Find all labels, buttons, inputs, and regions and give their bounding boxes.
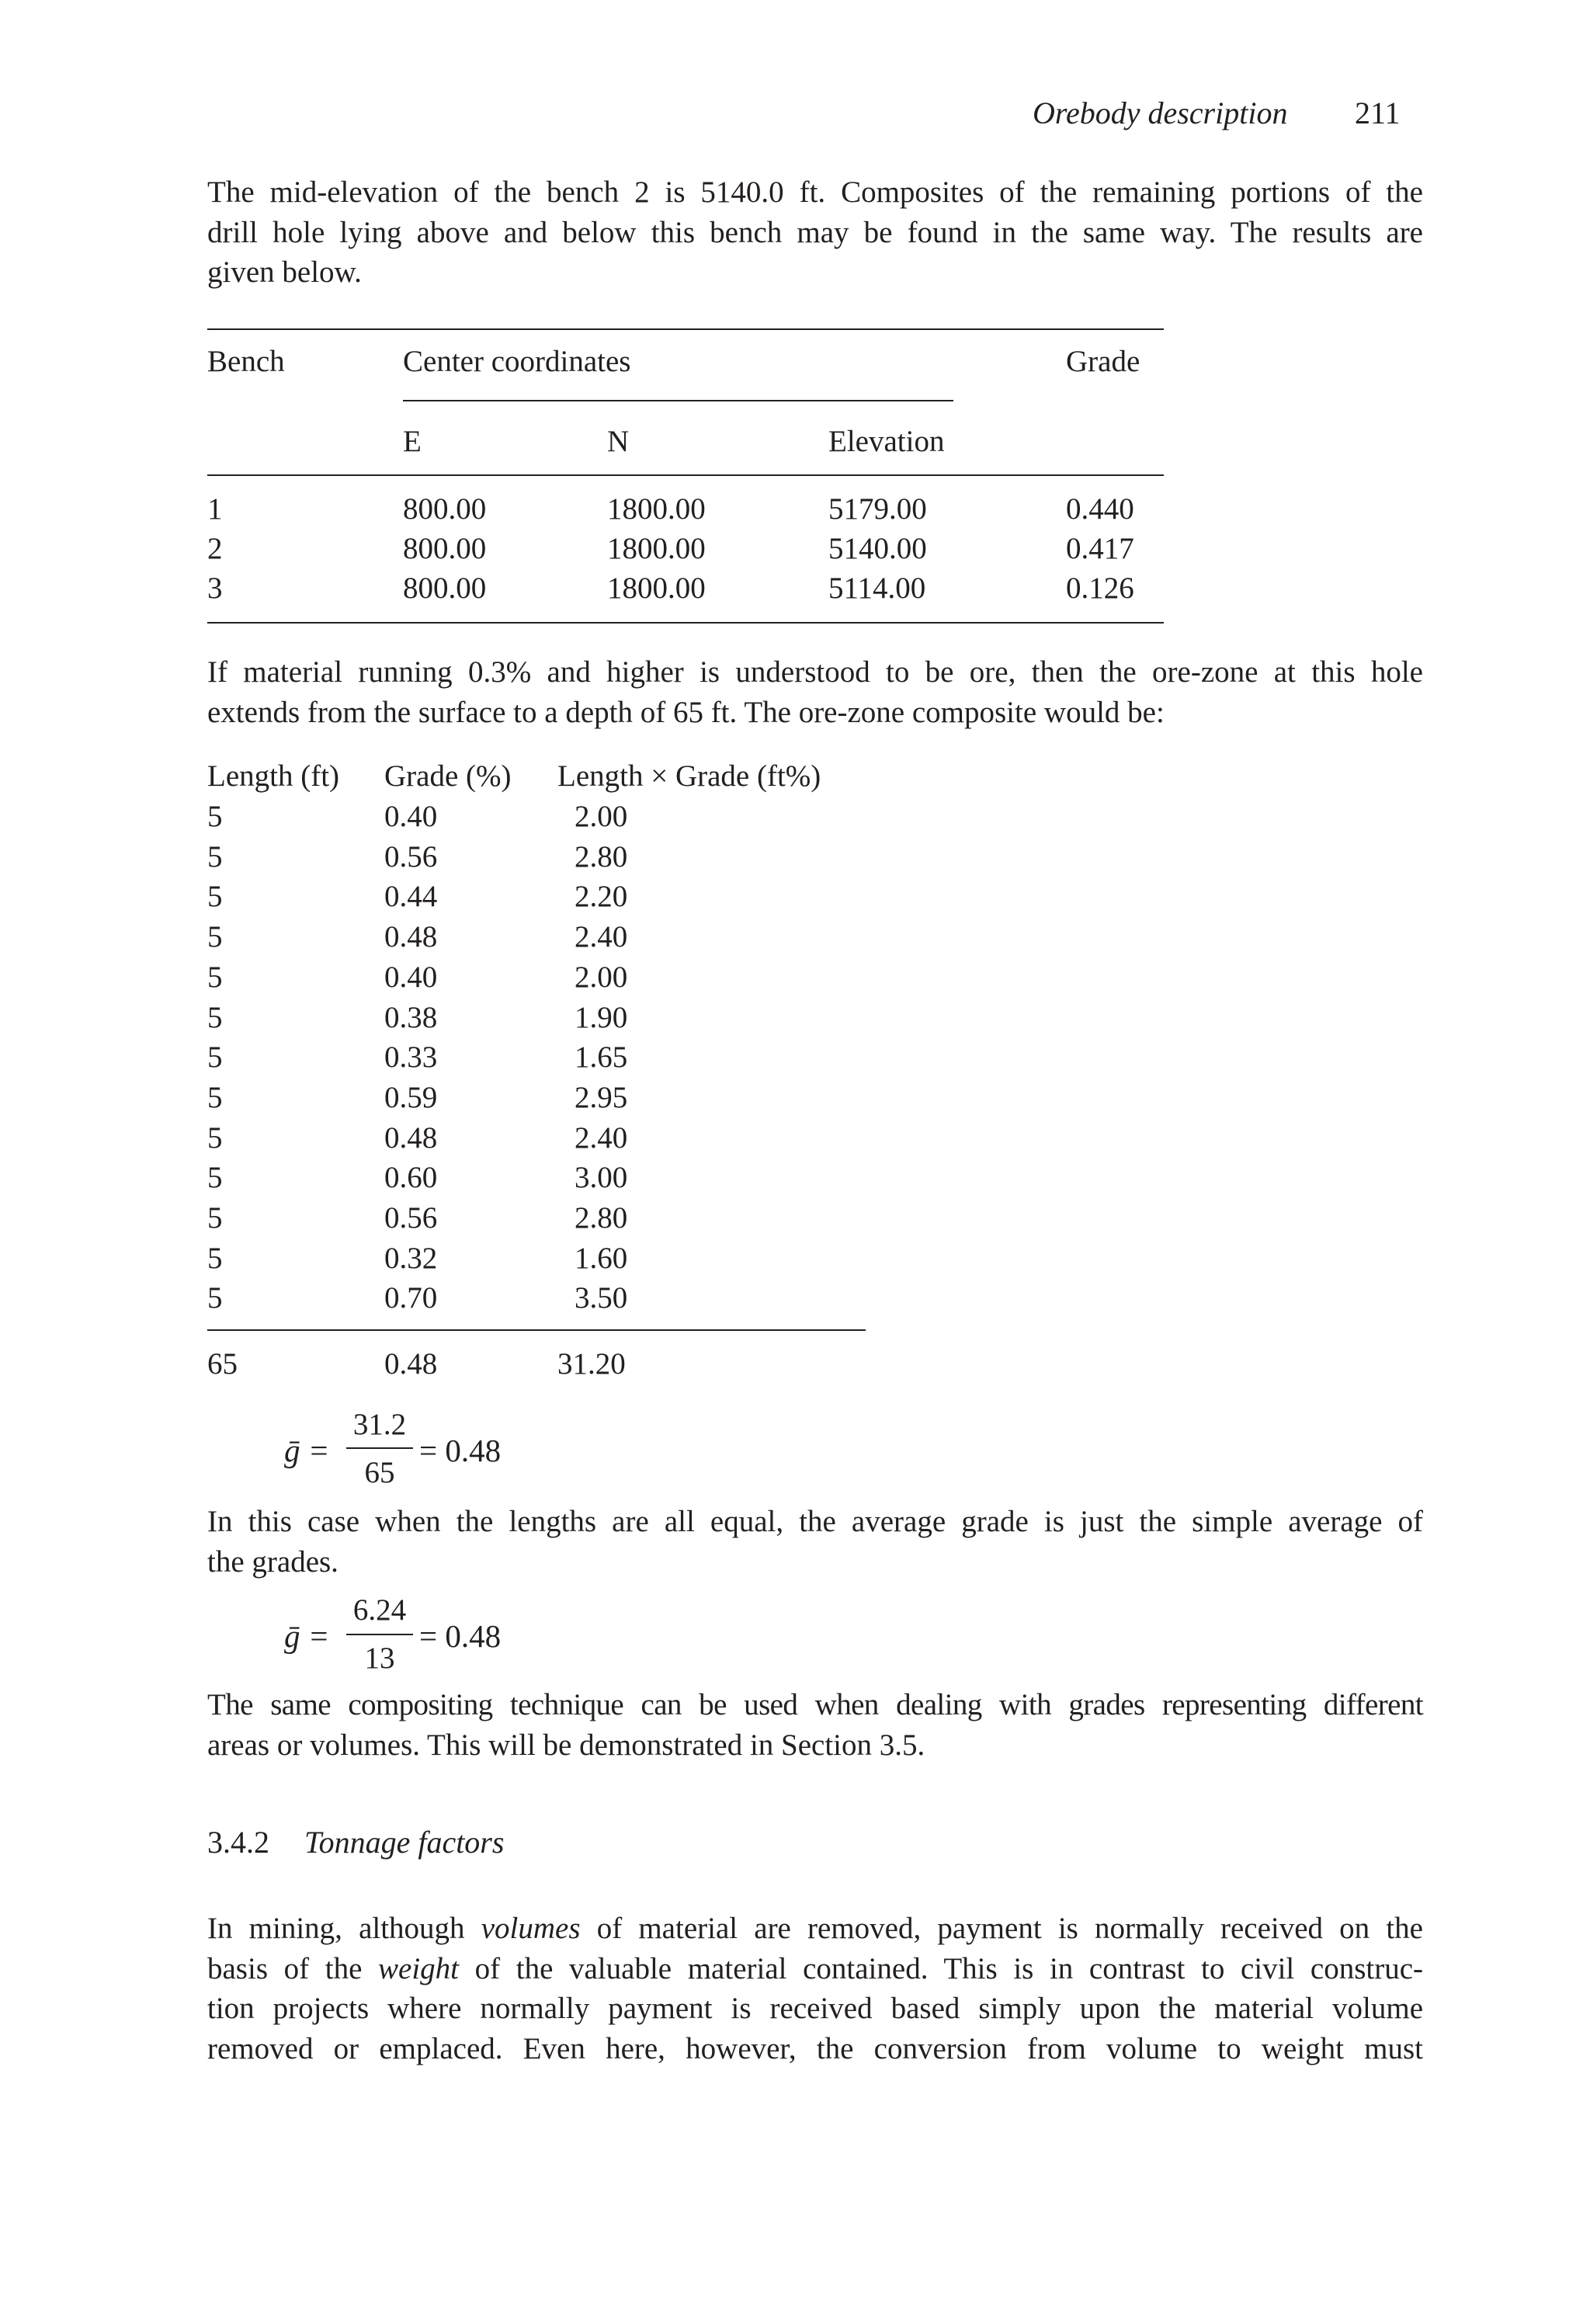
product-cell: 2.20	[575, 880, 628, 913]
length-cell: 5	[207, 1281, 223, 1315]
length-cell: 5	[207, 880, 223, 913]
emphasis-volumes: volumes	[481, 1912, 581, 1945]
totals-rule	[207, 1329, 866, 1331]
length-cell: 5	[207, 800, 223, 833]
same-line: areas or volumes. This will be demonstrated in Section 3.5.	[207, 1728, 925, 1762]
total-product: 31.20	[557, 1347, 626, 1381]
header-grade: Grade (%)	[384, 759, 512, 793]
mining-line: removed or emplaced. Even here, however, the conversion from volume to weight must	[207, 2031, 1423, 2065]
product-cell: 3.00	[575, 1161, 628, 1194]
n-cell: 1800.00	[607, 532, 706, 565]
grade-cell: 0.33	[384, 1040, 438, 1074]
grade-cell: 0.56	[384, 840, 438, 874]
text-run: of the valuable material contained. This is in contrast to civil construc-	[459, 1951, 1423, 1985]
equation-lhs: ḡ =	[284, 1433, 330, 1468]
length-cell: 5	[207, 1040, 223, 1074]
equation-rhs: = 0.48	[419, 1618, 502, 1654]
grade-cell: 0.44	[384, 880, 438, 913]
n-cell: 1800.00	[607, 571, 706, 605]
grade-cell: 0.70	[384, 1281, 438, 1315]
e-cell: 800.00	[403, 492, 487, 526]
grade-cell: 0.38	[384, 1001, 438, 1034]
header-bottom-rule	[207, 474, 1164, 476]
elevation-cell: 5114.00	[828, 571, 926, 605]
grade-cell: 0.440	[1066, 492, 1134, 526]
grade-cell: 0.48	[384, 920, 438, 954]
product-cell: 2.40	[575, 920, 628, 954]
product-cell: 1.65	[575, 1040, 628, 1074]
product-cell: 1.90	[575, 1001, 628, 1034]
text-run: In mining, although	[207, 1912, 481, 1945]
header-bench: Bench	[207, 345, 285, 378]
product-cell: 1.60	[575, 1242, 628, 1275]
intro-line: given below.	[207, 255, 362, 289]
same-line: The same compositing technique can be used when dealing with grades representing different	[207, 1688, 1423, 1721]
equal-line: In this case when the lengths are all equal, the average grade is just the simple average of	[207, 1505, 1423, 1538]
length-cell: 5	[207, 920, 223, 954]
grade-cell: 0.40	[384, 800, 438, 833]
page-number: 211	[1355, 96, 1401, 130]
fraction-numerator: 6.24	[352, 1593, 407, 1627]
section-number: 3.4.2	[207, 1825, 269, 1860]
bench-cell: 1	[207, 492, 223, 526]
grade-cell: 0.60	[384, 1161, 438, 1194]
mining-line: tion projects where normally payment is received based simply upon the material volume	[207, 1992, 1423, 2025]
emphasis-weight: weight	[378, 1951, 459, 1985]
product-cell: 2.95	[575, 1081, 628, 1114]
bench-cell: 3	[207, 571, 223, 605]
grade-cell: 0.59	[384, 1081, 438, 1114]
grade-cell: 0.56	[384, 1201, 438, 1235]
grade-cell: 0.126	[1066, 571, 1134, 605]
intro-paragraph	[207, 172, 1423, 293]
ore-line: extends from the surface to a depth of 65 ft. The ore-zone composite would be:	[207, 695, 1165, 729]
product-cell: 3.50	[575, 1281, 628, 1315]
product-cell: 2.40	[575, 1121, 628, 1155]
length-cell: 5	[207, 1001, 223, 1034]
length-cell: 5	[207, 1161, 223, 1194]
length-cell: 5	[207, 1201, 223, 1235]
text-run: basis of the	[207, 1951, 378, 1985]
equation-rhs: = 0.48	[419, 1433, 502, 1468]
elevation-cell: 5179.00	[828, 492, 927, 526]
fraction-denominator: 65	[364, 1456, 395, 1489]
equal-line: the grades.	[207, 1544, 338, 1579]
length-cell: 5	[207, 961, 223, 994]
ore-line: If material running 0.3% and higher is understood to be ore, then the ore-zone at this hole	[207, 655, 1423, 689]
table-top-rule	[207, 328, 1164, 330]
fraction-bar	[346, 1634, 413, 1635]
e-cell: 800.00	[403, 571, 487, 605]
header-length: Length (ft)	[207, 759, 340, 793]
product-cell: 2.00	[575, 961, 628, 994]
header-n: N	[607, 425, 630, 458]
n-cell: 1800.00	[607, 492, 706, 526]
intro-line: The mid-elevation of the bench 2 is 5140.0 ft. Composites of the remaining portions of the	[207, 175, 1423, 209]
header-grade: Grade	[1066, 345, 1140, 378]
elevation-cell: 5140.00	[828, 532, 927, 565]
e-cell: 800.00	[403, 532, 487, 565]
ore-zone-paragraph	[207, 652, 1423, 732]
header-center-coordinates: Center coordinates	[403, 345, 631, 378]
grade-cell: 0.32	[384, 1242, 438, 1275]
grade-cell: 0.40	[384, 961, 438, 994]
intro-line: drill hole lying above and below this bench may be found in the same way. The results are	[207, 215, 1423, 249]
length-cell: 5	[207, 1081, 223, 1114]
bench-cell: 2	[207, 532, 223, 565]
fraction-numerator: 31.2	[352, 1408, 407, 1441]
spanner-rule	[403, 400, 953, 401]
product-cell: 2.80	[575, 1201, 628, 1235]
mining-paragraph	[207, 1909, 1423, 2069]
section-title: Tonnage factors	[304, 1825, 505, 1860]
fraction-bar	[346, 1447, 413, 1449]
total-length: 65	[207, 1347, 238, 1381]
grade-cell: 0.48	[384, 1121, 438, 1155]
header-e: E	[403, 425, 422, 458]
product-cell: 2.80	[575, 840, 628, 874]
table-bottom-rule	[207, 622, 1164, 624]
header-length-times-grade: Length × Grade (ft%)	[557, 759, 821, 793]
length-cell: 5	[207, 1242, 223, 1275]
grade-cell: 0.417	[1066, 532, 1134, 565]
product-cell: 2.00	[575, 800, 628, 833]
equation-lhs: ḡ =	[284, 1618, 330, 1654]
running-title: Orebody description	[1033, 96, 1288, 130]
total-grade: 0.48	[384, 1347, 438, 1381]
text-run: of material are removed, payment is normally received on the	[580, 1912, 1423, 1945]
equal-lengths-paragraph	[207, 1502, 1423, 1582]
fraction-denominator: 13	[364, 1641, 395, 1675]
length-cell: 5	[207, 840, 223, 874]
header-elevation: Elevation	[828, 425, 945, 458]
length-cell: 5	[207, 1121, 223, 1155]
mining-line	[207, 1909, 1423, 1949]
same-technique-paragraph	[207, 1685, 1423, 1765]
mining-line	[207, 1949, 1423, 1989]
